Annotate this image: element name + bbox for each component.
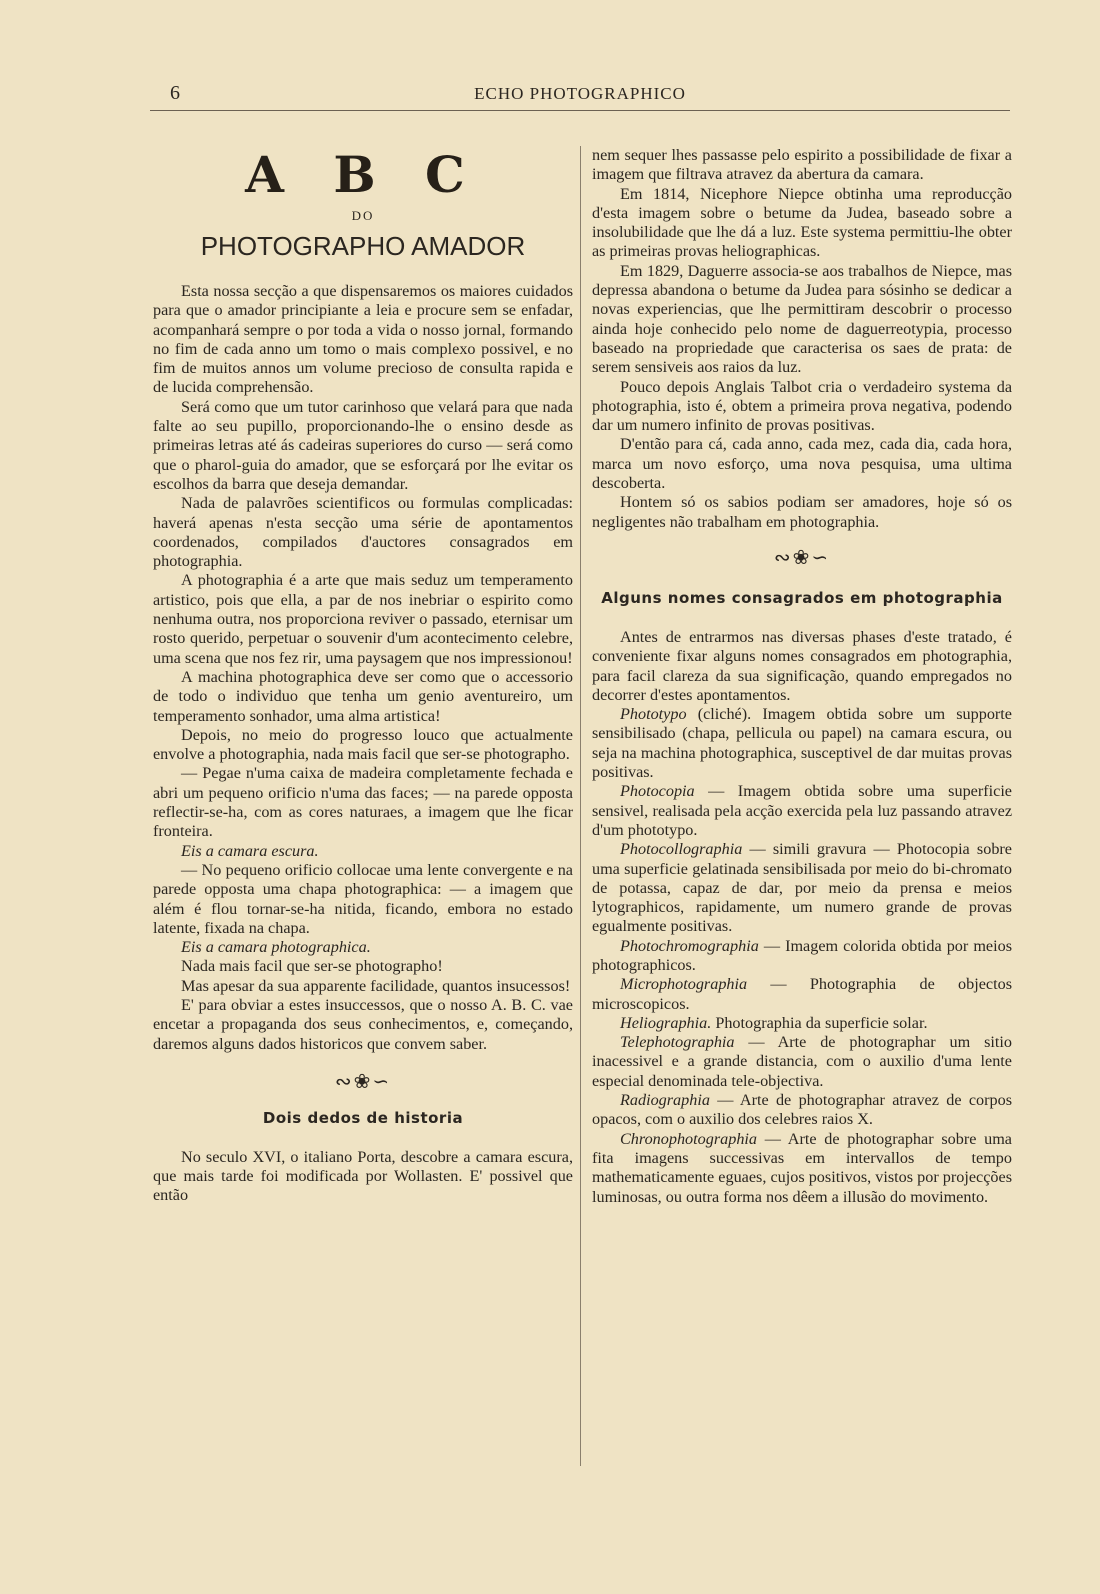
paragraph: Depois, no meio do progresso louco que actualmente envolve a photographia, nada mais facil que ser-se photographo.: [153, 725, 573, 764]
term-definition: — Arte de photographar sobre uma fita imagens successivas em intervallos de tempo mathematicamente eguaes, cujos positivos, vistos por projecções luminosas, ou outra forma nos dêem a illusão do movimento.: [592, 1129, 1012, 1206]
right-column: [592, 146, 1012, 1207]
term-definition: — Arte de photographar atravez de corpos opacos, com o auxilio dos celebres raios X.: [592, 1091, 1012, 1129]
column-rule: [580, 146, 581, 1466]
terms-list: [592, 705, 1012, 1207]
term-entry: [592, 782, 1012, 840]
names-heading: Alguns nomes consagrados em photographia: [601, 588, 1003, 607]
paragraph: Esta nossa secção a que dispensaremos os maiores cuidados para que o amador principiante a leia e procure sem se enfadar, acompanhará sempre o por toda a vida o nosso jornal, formando no fim de cada anno um tomo o mais complexo possivel, e no fim de muitos annos um volume precioso de consulta rapida e de lucida comprehensão.: [153, 282, 573, 397]
term-entry: [592, 937, 1012, 976]
abc-heading: A B C: [245, 145, 481, 204]
term-name: Photochromographia: [620, 936, 759, 955]
term-entry: [592, 705, 1012, 782]
ornament-divider: ∾❀∽: [773, 546, 831, 569]
paragraph: Nada de palavrões scientificos ou formulas complicadas: haverá apenas n'esta secção uma série de apontamentos coordenados, compilados d'auctores consagrados em photographia.: [153, 494, 573, 571]
paragraph: — No pequeno orificio collocae uma lente convergente e na parede opposta uma chapa photographica: — a imagem que além é flou tornar-se-ha nitida, ficando, embora no estado latente, fixada na chapa.: [153, 860, 573, 937]
paragraph: Mas apesar da sua apparente facilidade, quantos insucessos!: [181, 976, 571, 995]
term-entry: [592, 1130, 1012, 1207]
paragraph: Em 1814, Nicephore Niepce obtinha uma reproducção d'esta imagem sobre o betume da Judea, baseado sobre a insolubilidade que lhe dá a luz. Este systema permittiu-lhe obter as primeiras provas heliographicas.: [592, 184, 1012, 261]
paragraph: A machina photographica deve ser como que o accessorio de todo o individuo que tenha um genio aventureiro, um temperamento sonhador, uma alma artistica!: [153, 667, 573, 725]
paragraph: nem sequer lhes passasse pelo espirito a possibilidade de fixar a imagem que filtrava atravez da abertura da camara.: [592, 146, 1012, 184]
term-definition: (cliché). Imagem obtida sobre um supporte sensibilisado (chapa, pellicula ou papel) na camara escura, ou seja na machina photographica, susceptivel de dar muitas provas positivas.: [592, 705, 1012, 782]
journal-title: ECHO PHOTOGRAPHICO: [474, 84, 686, 103]
term-entry: [592, 840, 1012, 936]
page-number: 6: [170, 82, 180, 104]
term-name: Phototypo: [620, 705, 687, 724]
term-name: Heliographia.: [620, 1013, 712, 1032]
term-name: Radiographia: [620, 1091, 710, 1110]
paragraph: A photographia é a arte que mais seduz um temperamento artistico, pois que ella, a par de nos inebriar o espirito como nenhuma outra, nos proporciona reviver o passado, eternisar um rosto querido, perpetuar o souvenir d'um acontecimento celebre, uma scena que nos fez rir, uma paysagem que nos impressionou!: [153, 571, 573, 667]
paragraph: Nada mais facil que ser-se photographo!: [181, 957, 443, 976]
term-entry: [592, 1091, 1012, 1130]
term-definition: — Imagem obtida sobre uma superficie sensivel, realisada pela acção exercida pela luz passando atravez d'um phototypo.: [592, 782, 1012, 839]
term-name: Telephotographia: [620, 1033, 735, 1052]
italic-line: Eis a camara escura.: [181, 841, 319, 860]
term-definition: — Arte de photographar um sitio inacessivel e a grande distancia, com o auxilio d'uma lente especial denominada tele-objectiva.: [592, 1033, 1012, 1090]
ornament-divider: ∾❀∽: [334, 1070, 392, 1093]
term-definition: — simili gravura — Photocopia sobre uma superficie gelatinada sensibilisada por meio do bi-chromato de potassa, capaz de dar, por meio da prensa e meios lytographicos, rapidamente, um numero grande de provas egualmente positivas.: [592, 840, 1012, 936]
paragraph: Em 1829, Daguerre associa-se aos trabalhos de Niepce, mas depressa abandona o betume da Judea para sósinho se dedicar a novas experiencias, que lhe permittiram descobrir o processo ainda hoje conhecido pelo nome de daguerreotypia, processo baseado na propriedade que caracterisa os saes de prata: de serem sensiveis aos raios da luz.: [592, 261, 1012, 377]
paragraph: D'então para cá, cada anno, cada mez, cada dia, cada hora, marca um novo esforço, uma nova pesquisa, uma ultima descoberta.: [592, 435, 1012, 493]
term-name: Photocollographia: [620, 840, 743, 859]
term-name: Photocopia: [620, 782, 695, 801]
term-name: Chronophotographia: [620, 1129, 758, 1148]
running-head: [150, 78, 1010, 111]
left-column: [153, 146, 573, 1206]
paragraph-italic: [153, 842, 573, 861]
term-definition: Photographia da superficie solar.: [711, 1013, 928, 1032]
paragraph: E' para obviar a estes insuccessos, que o nosso A. B. C. vae encetar a propaganda dos seus conhecimentos, e, começando, daremos alguns dados historicos que convem saber.: [153, 995, 573, 1053]
paragraph: Pouco depois Anglais Talbot cria o verdadeiro systema da photographia, isto é, obtem a primeira prova negativa, podendo dar um numero infinito de provas positivas.: [592, 377, 1012, 435]
term-name: Microphotographia: [620, 975, 748, 994]
do-label: DO: [351, 208, 375, 223]
paragraph: Antes de entrarmos nas diversas phases d'este tratado, é conveniente fixar alguns nomes consagrados em photographia, para facil clareza da sua significação, quando empregados no decorrer d'estes apontamentos.: [592, 627, 1012, 704]
term-definition: — Photographia de objectos microscopicos.: [592, 975, 1012, 1013]
term-entry: [592, 1033, 1012, 1091]
term-definition: — Imagem colorida obtida por meios photographicos.: [592, 936, 1012, 974]
history-heading: Dois dedos de historia: [262, 1108, 464, 1127]
section-title: PHOTOGRAPHO AMADOR: [200, 231, 526, 261]
paragraph: Hontem só os sabios podiam ser amadores, hoje só os negligentes não trabalham em photographia.: [592, 493, 1012, 531]
italic-line: Eis a camara photographica.: [181, 938, 371, 957]
paragraph: — Pegae n'uma caixa de madeira completamente fechada e abri um pequeno orificio n'uma das faces; — na parede opposta reflectir-se-ha, com as cores naturaes, a imagem que lhe ficar fronteira.: [153, 764, 573, 841]
paragraph-italic: [153, 938, 573, 957]
paragraph: Será como que um tutor carinhoso que velará para que nada falte ao seu pupillo, proporcionando-lhe o ensino desde as primeiras letras até ás cadeiras superiores do curso — será como que o pharol-guia do amador, que se esforçará por lhe evitar os escolhos da barra que deseja demandar.: [153, 397, 573, 493]
term-entry: [592, 1014, 1012, 1033]
paragraph: No seculo XVI, o italiano Porta, descobre a camara escura, que mais tarde foi modificada por Wollasten. E' possivel que então: [153, 1147, 573, 1205]
term-entry: [592, 975, 1012, 1014]
